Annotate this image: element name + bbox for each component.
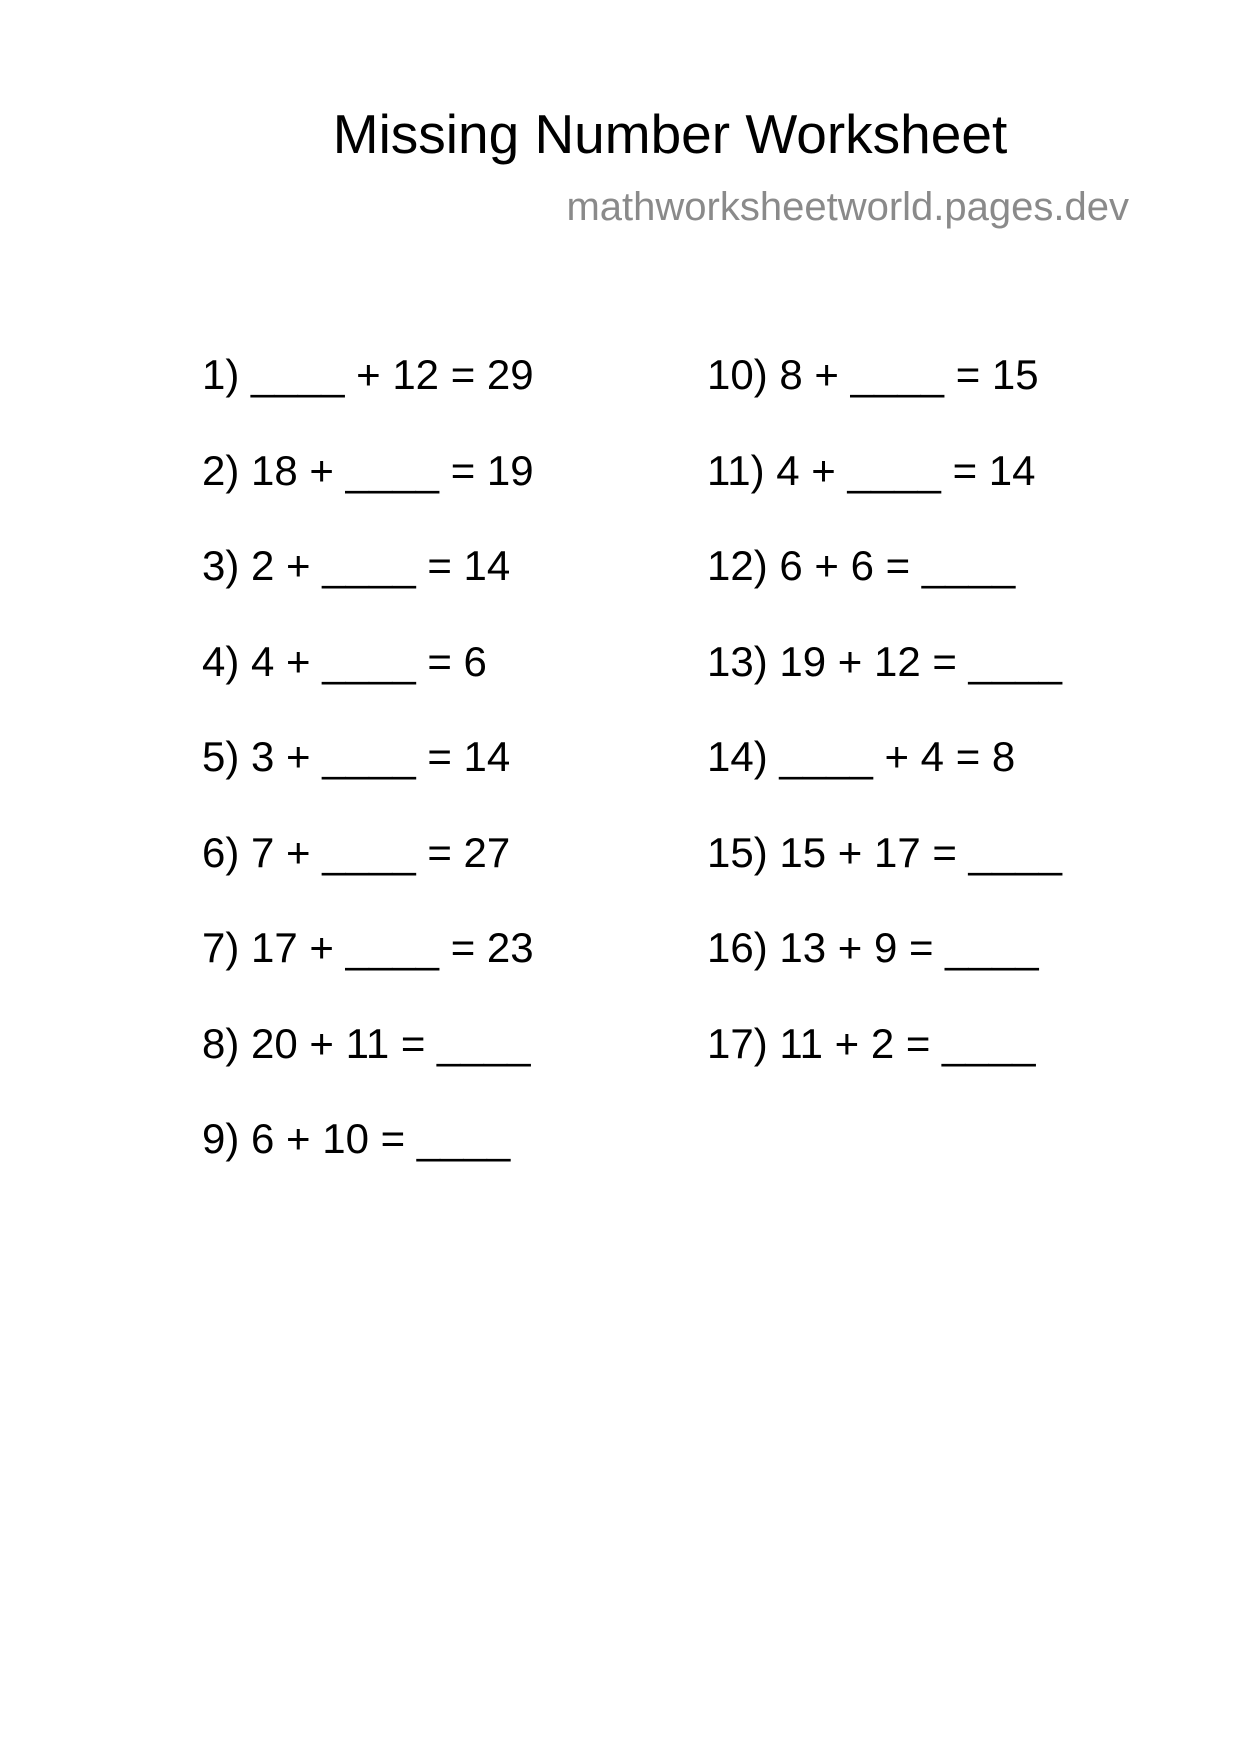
problem-14: 14) ____ + 4 = 8 [707,733,1016,780]
source-url: mathworksheetworld.pages.dev [566,185,1129,229]
problem-5: 5) 3 + ____ = 14 [202,733,511,780]
problem-6: 6) 7 + ____ = 27 [202,828,511,876]
problem-4: 4) 4 + ____ = 6 [202,637,487,685]
problem-8: 8) 20 + 11 = ____ [202,1019,531,1067]
problem-11: 11) 4 + ____ = 14 [707,446,1036,494]
problem-12: 12) 6 + 6 = ____ [707,542,1016,589]
problems-column-left [202,349,534,1209]
problem-17: 17) 11 + 2 = ____ [707,1019,1036,1067]
problem-15: 15) 15 + 17 = ____ [707,828,1062,876]
problem-3: 3) 2 + ____ = 14 [202,542,511,589]
problem-16: 16) 13 + 9 = ____ [707,924,1039,971]
problem-10: 10) 8 + ____ = 15 [707,351,1039,398]
problem-13: 13) 19 + 12 = ____ [707,637,1062,685]
problem-7: 7) 17 + ____ = 23 [202,924,534,971]
worksheet-title: Missing Number Worksheet [332,103,1008,165]
problem-2: 2) 18 + ____ = 19 [202,446,534,494]
problem-1: 1) ____ + 12 = 29 [202,351,534,398]
problem-9: 9) 6 + 10 = ____ [202,1115,511,1162]
problems-column-right [707,349,1062,1113]
